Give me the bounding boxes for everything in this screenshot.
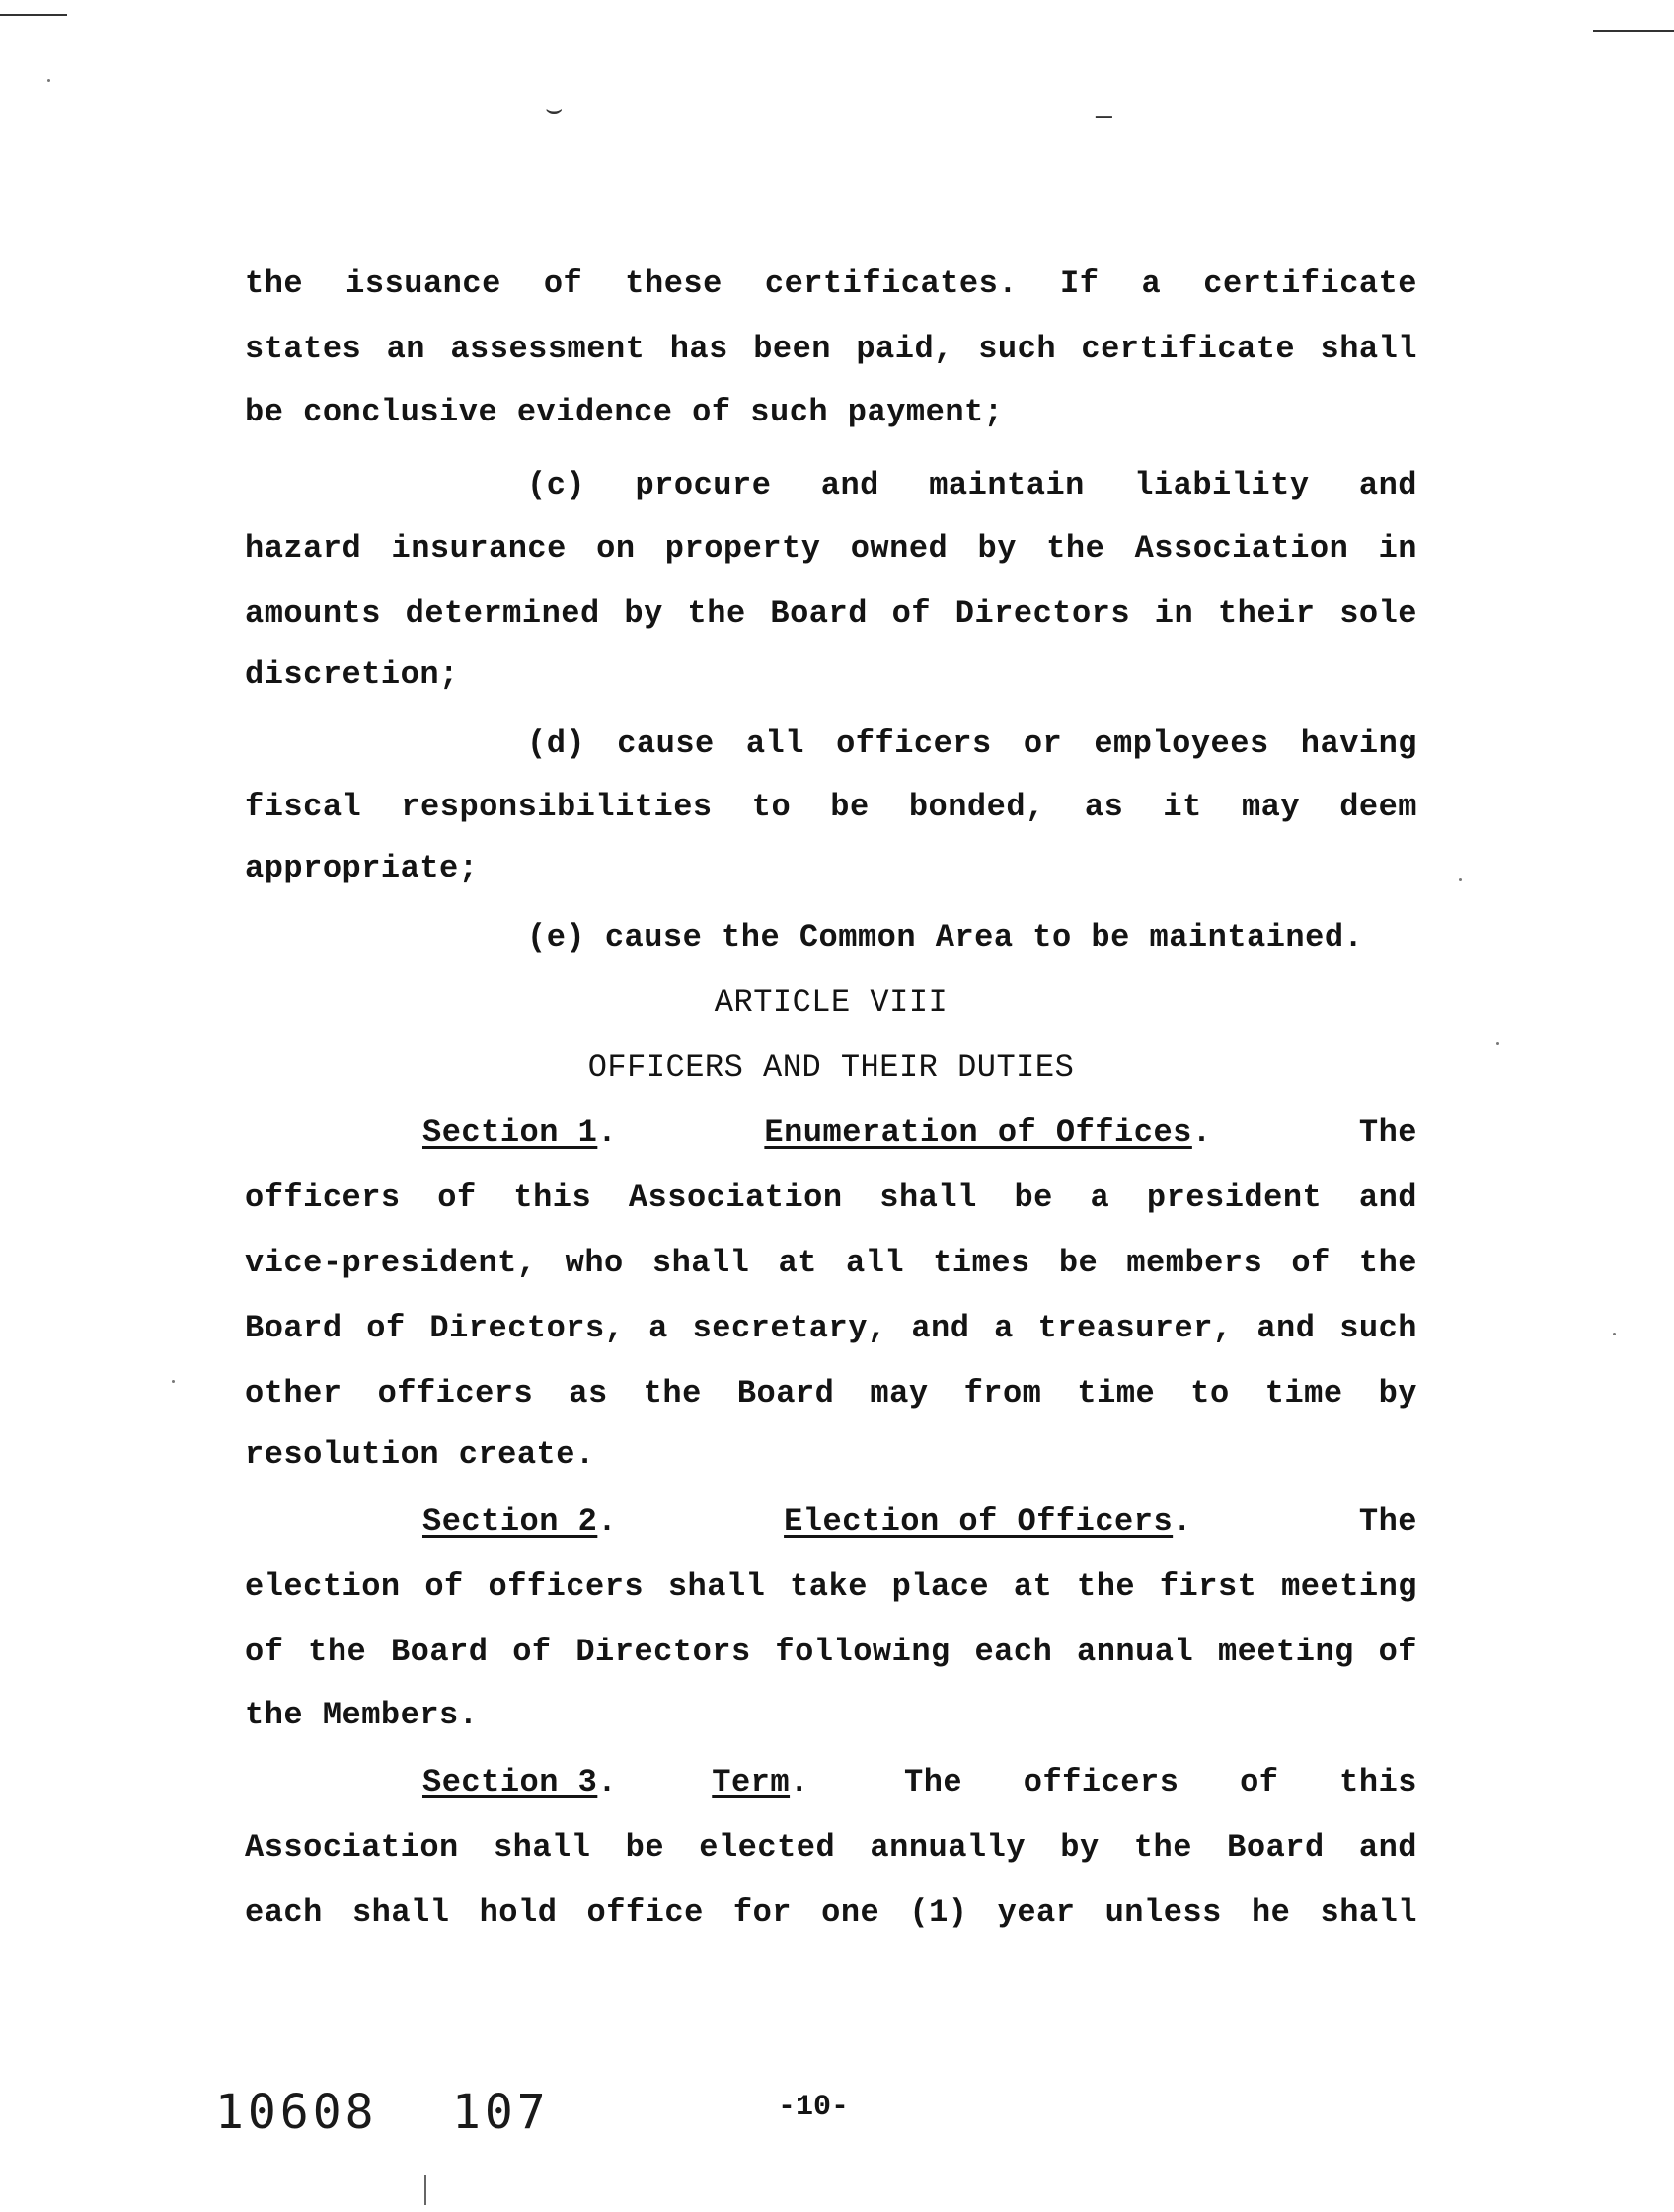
body-line: the issuance of these certificates. If a certificate: [245, 266, 1417, 302]
section-3-heading-wrap: Term.: [712, 1764, 809, 1800]
section-3-heading: Term: [712, 1764, 791, 1800]
item-e-line: (e) cause the Common Area to be maintained.: [527, 919, 1364, 955]
section-1-lead: The: [1358, 1114, 1417, 1151]
body-line: resolution create.: [245, 1436, 595, 1473]
body-line: Association shall be elected annually by the Board and: [245, 1829, 1417, 1866]
body-line: amounts determined by the Board of Directors in their sole: [245, 595, 1417, 632]
page-number: -10-: [778, 2091, 850, 2124]
scan-speck: [1496, 1042, 1499, 1045]
section-2-label-wrap: Section 2.: [422, 1503, 618, 1540]
section-1-heading-line: [422, 1113, 1417, 1153]
section-3-label: Section 3: [422, 1764, 598, 1800]
book-number-stamp: 10608: [215, 2085, 378, 2140]
body-line: each shall hold office for one (1) year unless he shall: [245, 1894, 1417, 1931]
body-line: appropriate;: [245, 850, 479, 886]
body-line: the Members.: [245, 1697, 479, 1733]
scan-tick: [424, 2175, 426, 2205]
page-ref-stamp: 107: [452, 2085, 550, 2140]
scan-speck: [172, 1380, 175, 1383]
section-3-heading-line: [422, 1763, 1417, 1802]
item-c-first-line: (c) procure and maintain liability and: [527, 467, 1417, 503]
body-line: other officers as the Board may from time to time by: [245, 1375, 1417, 1411]
body-line: states an assessment has been paid, such certificate shall: [245, 331, 1417, 367]
scan-speck: [1459, 878, 1462, 881]
section-1-heading: Enumeration of Offices: [764, 1114, 1192, 1151]
section-2-heading-line: [422, 1502, 1417, 1542]
body-line: Board of Directors, a secretary, and a treasurer, and such: [245, 1310, 1417, 1346]
item-d-first-line: (d) cause all officers or employees having: [527, 725, 1417, 762]
scan-mark: ―: [1096, 103, 1112, 133]
scan-speck: [47, 79, 50, 82]
scan-edge-line-left: [0, 14, 67, 16]
article-title: OFFICERS AND THEIR DUTIES: [587, 1049, 1075, 1086]
body-line: be conclusive evidence of such payment;: [245, 394, 1004, 430]
scan-edge-line-right: [1593, 30, 1674, 32]
body-line: vice-president, who shall at all times be members of the: [245, 1245, 1417, 1281]
section-2-heading: Election of Officers: [784, 1503, 1174, 1540]
scan-mark: ⌣: [545, 96, 564, 126]
scan-speck: [1613, 1333, 1616, 1335]
body-line: officers of this Association shall be a president and: [245, 1180, 1417, 1216]
body-line: discretion;: [245, 656, 459, 693]
body-line: of the Board of Directors following each annual meeting of: [245, 1634, 1417, 1670]
section-1-label: Section 1: [422, 1114, 598, 1151]
body-line: election of officers shall take place at the first meeting: [245, 1568, 1417, 1605]
section-3-label-wrap: Section 3.: [422, 1764, 618, 1800]
section-2-heading-wrap: Election of Officers.: [784, 1503, 1192, 1540]
section-1-heading-wrap: Enumeration of Offices.: [764, 1114, 1212, 1151]
section-3-lead: The officers of this: [903, 1764, 1417, 1800]
body-line: fiscal responsibilities to be bonded, as it may deem: [245, 789, 1417, 825]
body-line: hazard insurance on property owned by the Association in: [245, 530, 1417, 567]
article-number: ARTICLE VIII: [714, 984, 949, 1021]
section-2-label: Section 2: [422, 1503, 598, 1540]
section-1-label-wrap: Section 1.: [422, 1114, 618, 1151]
section-2-lead: The: [1358, 1503, 1417, 1540]
